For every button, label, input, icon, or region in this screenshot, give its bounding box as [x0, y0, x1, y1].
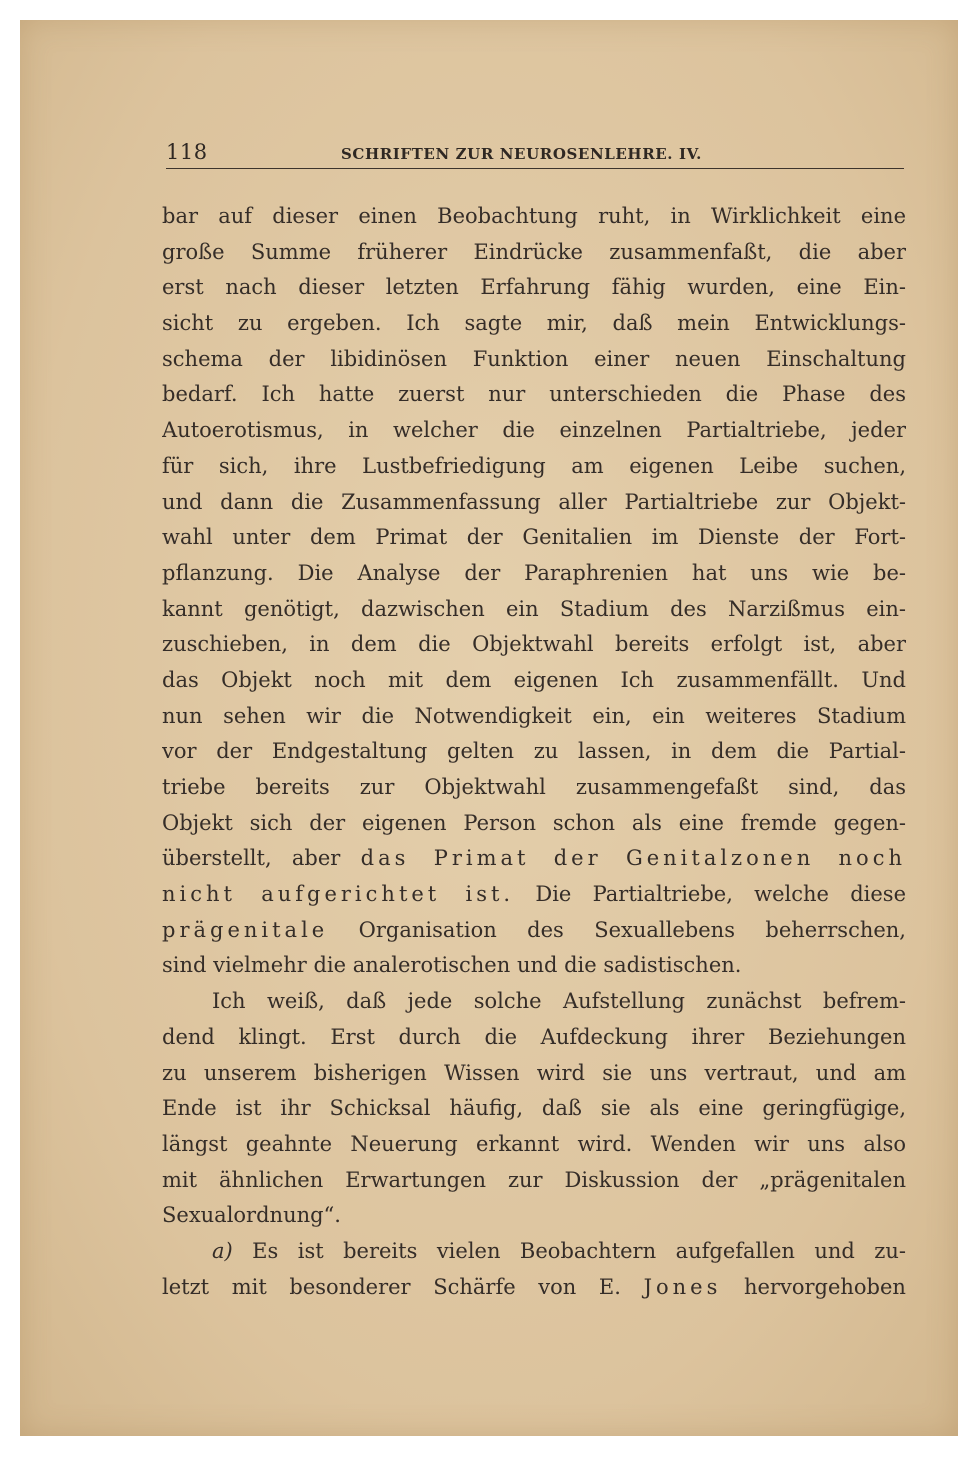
text-line: Autoerotismus, in welcher die einzelnen Partialtriebe, jeder [162, 418, 906, 443]
text-line: wahl unter dem Primat der Genitalien im Dienste der Fort- [162, 525, 906, 550]
text-line: große Summe früherer Eindrücke zusammenfaßt, die aber [162, 239, 906, 264]
text-line: Objekt sich der eigenen Person schon als eine fremde gegen- [162, 810, 906, 835]
text-line [162, 841, 906, 877]
text-line: pflanzung. Die Analyse der Paraphrenien hat uns wie be- [162, 560, 906, 585]
spaced-emphasis: Jones [643, 1274, 722, 1299]
text-line [162, 877, 906, 913]
text-segment: hervorgehoben [743, 1274, 906, 1299]
text-line: vor der Endgestaltung gelten zu lassen, in dem die Partial- [162, 739, 906, 764]
text-line: nun sehen wir die Notwendigkeit ein, ein weiteres Stadium [162, 703, 906, 728]
text-line: sind vielmehr die analerotischen und die sadistischen. [162, 953, 742, 978]
page-header [166, 136, 904, 169]
page-number: 118 [166, 140, 208, 164]
text-line: kannt genötigt, dazwischen ein Stadium des Narzißmus ein- [162, 596, 906, 621]
text-line: Sexualordnung“. [162, 1203, 341, 1228]
body-text [162, 199, 906, 1305]
running-head: SCHRIFTEN ZUR NEUROSENLEHRE. IV. [341, 145, 703, 163]
text-line: Ich weiß, daß jede solche Aufstellung zunächst befrem- [212, 989, 906, 1014]
text-segment: überstellt, aber [162, 846, 341, 871]
text-line: bedarf. Ich hatte zuerst nur unterschieden die Phase des [162, 382, 906, 407]
spaced-emphasis: das Primat der Genitalzonen noch [360, 846, 906, 871]
text-segment: Es ist bereits vielen Beobachtern aufgefallen und zu- [252, 1238, 906, 1263]
text-line: erst nach dieser letzten Erfahrung fähig wurden, eine Ein- [162, 275, 906, 300]
text-line: bar auf dieser einen Beobachtung ruht, in Wirklichkeit eine [162, 204, 906, 228]
text-line: sicht zu ergeben. Ich sagte mir, daß mein Entwicklungs- [162, 311, 906, 336]
text-line: triebe bereits zur Objektwahl zusammengefaßt sind, das [162, 775, 906, 799]
spaced-emphasis: prägenitale [162, 917, 329, 942]
text-line: mit ähnlichen Erwartungen zur Diskussion der „prägenitalen [162, 1167, 906, 1192]
text-line: schema der libidinösen Funktion einer neuen Einschaltung [162, 346, 906, 371]
text-segment: Organisation des Sexuallebens beherrschen, [358, 917, 906, 942]
text-line [162, 1234, 906, 1270]
text-line: für sich, ihre Lustbefriedigung am eigenen Leibe suchen, [162, 453, 906, 478]
text-line: zu unserem bisherigen Wissen wird sie uns vertraut, und am [162, 1060, 906, 1085]
text-segment: Die Partialtriebe, welche diese [535, 882, 906, 907]
text-line: zuschieben, in dem die Objektwahl bereits erfolgt ist, aber [162, 632, 906, 657]
text-line: das Objekt noch mit dem eigenen Ich zusammenfällt. Und [162, 667, 906, 692]
text-line: längst geahnte Neuerung erkannt wird. Wenden wir uns also [162, 1131, 906, 1156]
text-line [162, 1270, 906, 1306]
text-line: dend klingt. Erst durch die Aufdeckung ihrer Beziehungen [162, 1024, 906, 1049]
text-line: und dann die Zusammenfassung aller Partialtriebe zur Objekt- [162, 489, 906, 514]
list-label: a) [212, 1238, 233, 1263]
text-line: Ende ist ihr Schicksal häufig, daß sie als eine geringfügige, [162, 1096, 906, 1121]
text-segment: letzt mit besonderer Schärfe von E. [162, 1274, 621, 1299]
spaced-emphasis: nicht aufgerichtet ist. [162, 882, 515, 907]
text-line [162, 913, 906, 949]
